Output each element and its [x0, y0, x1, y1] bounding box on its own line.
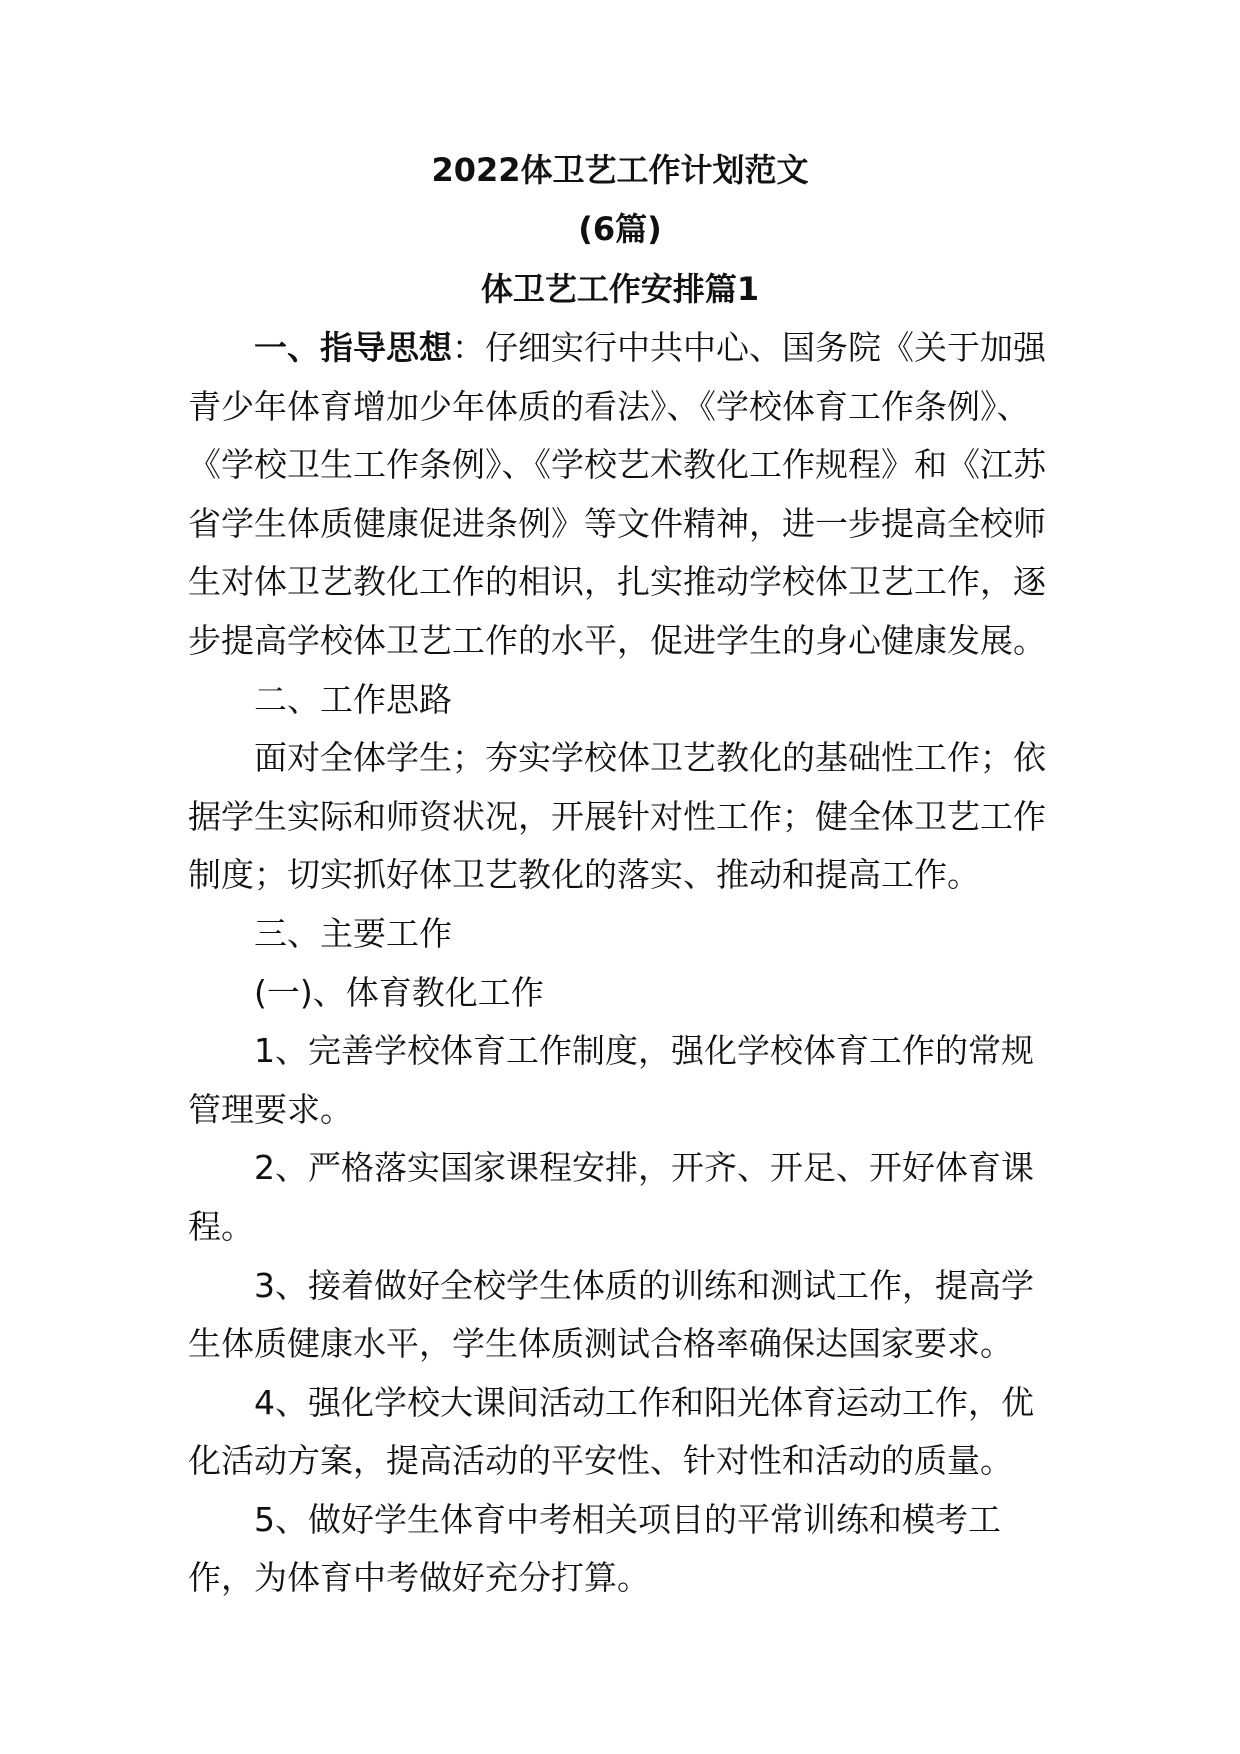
- section-heading-guiding-thought: 一、指导思想: [254, 328, 452, 367]
- section-body-work-approach: 面对全体学生；夯实学校体卫艺教化的基础性工作；依据学生实际和师资状况，开展针对性工作；健全体卫艺工作制度；切实抓好体卫艺教化的落实、推动和提高工作。: [188, 738, 1046, 895]
- section-guiding-thought: [188, 319, 1063, 671]
- list-item: 2、严格落实国家课程安排，开齐、开足、开好体育课程。: [188, 1148, 1034, 1246]
- document-title-count: (6篇): [578, 210, 662, 248]
- list-item: 4、强化学校大课间活动工作和阳光体育运动工作，优化活动方案，提高活动的平安性、针对性和活动的质量。: [188, 1382, 1034, 1481]
- section-heading-work-approach: 二、工作思路: [254, 679, 452, 719]
- list-item: 3、接着做好全校学生体质的训练和测试工作，提高学生体质健康水平，学生体质测试合格率确保达国家要求。: [188, 1265, 1034, 1364]
- section-body-guiding-thought: ：仔细实行中共中心、国务院《关于加强青少年体育增加少年体质的看法》、《学校体育工作条例》、《学校卫生工作条例》、《学校艺术教化工作规程》和《江苏省学生体质健康促进条例》等文件精神，进一步提高全校师生对体卫艺教化工作的相识，扎实推动学校体卫艺工作，逐步提高学校体卫艺工作的水平，促进学生的身心健康发展。: [188, 328, 1046, 660]
- section-heading-main-work: 三、主要工作: [254, 913, 452, 953]
- sub-heading-pe-education: (一)、体育教化工作: [254, 972, 544, 1012]
- document-body: [188, 319, 1063, 1608]
- document-title: 2022体卫艺工作计划范文: [431, 151, 809, 189]
- list-item: 5、做好学生体育中考相关项目的平常训练和模考工作，为体育中考做好充分打算。: [188, 1499, 1001, 1598]
- list-item: 1、完善学校体育工作制度，强化学校体育工作的常规管理要求。: [188, 1031, 1034, 1129]
- document-subtitle: 体卫艺工作安排篇1: [480, 270, 760, 308]
